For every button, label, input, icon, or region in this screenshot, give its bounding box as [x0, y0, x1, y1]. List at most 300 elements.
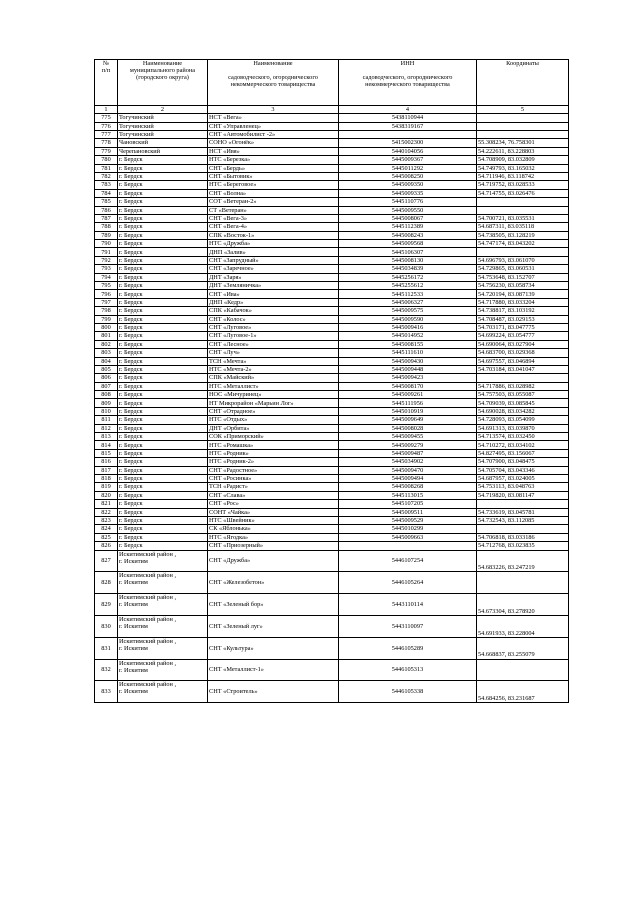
inn: 5445008067 [339, 214, 477, 222]
row-number: 778 [95, 139, 118, 147]
municipality-line: Искитимский район , [119, 681, 177, 689]
table-row [95, 550, 569, 572]
row-number: 811 [95, 416, 118, 424]
municipality: Чановский [118, 139, 208, 147]
municipality: Тогучинский [118, 114, 208, 122]
row-number: 792 [95, 256, 118, 264]
inn: 5445008155 [339, 340, 477, 348]
inn: 5445034902 [339, 458, 477, 466]
row-number: 816 [95, 458, 118, 466]
inn: 5445009430 [339, 357, 477, 365]
inn: 5445113015 [339, 491, 477, 499]
table-row [95, 475, 569, 483]
coordinates: 54.717886, 83.028982 [477, 382, 569, 390]
partnership-name: СНТ «Отрадное» [208, 407, 339, 415]
municipality: г. Бердск [118, 365, 208, 373]
inn: 5445008250 [339, 172, 477, 180]
municipality: г. Бердск [118, 189, 208, 197]
row-number: 813 [95, 433, 118, 441]
inn: 5445112533 [339, 290, 477, 298]
partnership-name: НТС «Родник» [208, 449, 339, 457]
inn: 5445111610 [339, 349, 477, 357]
coordinates: 54.720194, 83.087139 [477, 290, 569, 298]
partnership-name: НТС «Родник-2» [208, 458, 339, 466]
coordinates: 54.756230, 83.058734 [477, 282, 569, 290]
partnership-name: НТС «Ягодка» [208, 533, 339, 541]
municipality: Тогучинский [118, 130, 208, 138]
municipality: г. Бердск [118, 533, 208, 541]
inn: 5445009367 [339, 156, 477, 164]
row-number: 800 [95, 323, 118, 331]
table-row [95, 130, 569, 138]
table-row [95, 298, 569, 306]
inn: 5445009568 [339, 240, 477, 248]
table-row [95, 572, 569, 594]
inn: 5445009335 [339, 189, 477, 197]
municipality-line: г. Искитим [119, 557, 148, 565]
coordinates: 54.690028, 83.034282 [477, 407, 569, 415]
municipality-line: г. Искитим [119, 688, 148, 696]
coordinates: 54.687311, 83.035118 [477, 223, 569, 231]
partnership-name: СОНО «Огонёк» [208, 139, 339, 147]
inn: 5415002300 [339, 139, 477, 147]
partnership-name: СОНТ «Чайка» [208, 508, 339, 516]
partnership-name: СНТ «Луговое-1» [208, 332, 339, 340]
coordinates [477, 206, 569, 214]
column-number: 4 [339, 106, 477, 114]
partnership-name: СНТ «Рос» [208, 500, 339, 508]
table-row [95, 594, 569, 616]
partnership-name: ТСН «Радист» [208, 483, 339, 491]
row-number: 815 [95, 449, 118, 457]
row-number: 776 [95, 122, 118, 130]
partnership-name: СНТ «Зеленый бор» [208, 594, 339, 616]
municipality: Черепановский [118, 147, 208, 155]
table-row [95, 248, 569, 256]
row-number: 831 [95, 637, 118, 659]
table-row [95, 265, 569, 273]
table-row [95, 349, 569, 357]
table-header [95, 60, 569, 114]
table-row [95, 164, 569, 172]
table-row [95, 181, 569, 189]
row-number: 820 [95, 491, 118, 499]
municipality: г. Бердск [118, 164, 208, 172]
header-number: № п/п [95, 60, 118, 106]
row-number: 823 [95, 516, 118, 524]
municipality: г. Бердск [118, 298, 208, 306]
inn: 5446105289 [339, 637, 477, 659]
row-number: 789 [95, 231, 118, 239]
partnership-name: ДНТ «Заря» [208, 273, 339, 281]
partnership-name: СНТ «Железобетон» [208, 572, 339, 594]
coordinates: 54.706818, 83.033186 [477, 533, 569, 541]
partnership-name: НТС «Металлист» [208, 382, 339, 390]
inn: 5445009663 [339, 533, 477, 541]
row-number: 812 [95, 424, 118, 432]
inn: 5445009529 [339, 516, 477, 524]
row-number: 801 [95, 332, 118, 340]
partnership-name: СНТ «Луч» [208, 349, 339, 357]
municipality: г. Бердск [118, 382, 208, 390]
inn: 5445009511 [339, 508, 477, 516]
municipality: г. Бердск [118, 399, 208, 407]
header-municipality: Наименование муниципального района (городского округа) [118, 60, 208, 106]
table-row [95, 542, 569, 550]
table-row [95, 374, 569, 382]
table-body [95, 114, 569, 550]
municipality: г. Бердск [118, 156, 208, 164]
partnership-name: СНТ «Запрудный» [208, 256, 339, 264]
inn: 5446105313 [339, 659, 477, 681]
partnership-name: СТ «Ветеран» [208, 206, 339, 214]
municipality: г. Бердск [118, 458, 208, 466]
table-row [95, 323, 569, 331]
coordinates: 54.683226, 83.247219 [477, 550, 569, 572]
coordinates [477, 114, 569, 122]
partnership-name: СК «Яблонька» [208, 525, 339, 533]
municipality: г. Бердск [118, 483, 208, 491]
partnership-name: НСТ «Вега» [208, 114, 339, 122]
partnership-name: СОК «Приморский» [208, 433, 339, 441]
inn: 5445008028 [339, 424, 477, 432]
table-row [95, 433, 569, 441]
municipality-line: г. Искитим [119, 644, 148, 652]
coordinates: 54.703184, 83.041047 [477, 365, 569, 373]
inn: 5445009590 [339, 315, 477, 323]
table-row [95, 357, 569, 365]
table-row [95, 508, 569, 516]
coordinates [477, 525, 569, 533]
partnership-name: СНТ «Бердь» [208, 164, 339, 172]
partnership-name: СНТ «Приозерный» [208, 542, 339, 550]
table-row [95, 231, 569, 239]
partnership-name: СПК «Восток-1» [208, 231, 339, 239]
table-row [95, 172, 569, 180]
row-number: 806 [95, 374, 118, 382]
row-number: 781 [95, 164, 118, 172]
row-number: 797 [95, 298, 118, 306]
coordinates: 54.713574, 83.032450 [477, 433, 569, 441]
coordinates: 54.729865, 83.060531 [477, 265, 569, 273]
partnership-name: СНТ «Радостное» [208, 466, 339, 474]
table-row [95, 533, 569, 541]
row-number: 829 [95, 594, 118, 616]
partnership-name: СНТ «Дружба» [208, 550, 339, 572]
coordinates: 54.708487, 83.029153 [477, 315, 569, 323]
row-number: 832 [95, 659, 118, 681]
partnership-name: СПК «Кабачок» [208, 307, 339, 315]
row-number: 825 [95, 533, 118, 541]
partnership-name: НТС «Береговое» [208, 181, 339, 189]
municipality: г. Бердск [118, 323, 208, 331]
partnership-name: ДНП «Залив» [208, 248, 339, 256]
coordinates [477, 122, 569, 130]
table-row [95, 399, 569, 407]
coordinates: 54.691313, 83.039870 [477, 424, 569, 432]
partnership-name: СНТ «Слава» [208, 491, 339, 499]
municipality [118, 637, 208, 659]
row-number: 782 [95, 172, 118, 180]
inn: 5445009649 [339, 416, 477, 424]
partnership-name: СНТ «Росинка» [208, 475, 339, 483]
coordinates [477, 659, 569, 681]
coordinates: 54.714755, 83.026476 [477, 189, 569, 197]
inn: 5445255612 [339, 282, 477, 290]
coordinates: 54.222611, 83.228803 [477, 147, 569, 155]
partnership-name: СНТ «Ива» [208, 290, 339, 298]
municipality-line: Искитимский район , [119, 637, 177, 645]
coordinates: 54.827495, 83.156067 [477, 449, 569, 457]
partnership-name: СПК «Майский» [208, 374, 339, 382]
municipality: г. Бердск [118, 315, 208, 323]
partnership-name: ДНП «Кедр» [208, 298, 339, 306]
coordinates [477, 198, 569, 206]
municipality-line: Искитимский район , [119, 659, 177, 667]
partnership-name: СНТ «Колос» [208, 315, 339, 323]
coordinates [477, 500, 569, 508]
inn: 5446105338 [339, 681, 477, 703]
inn [339, 130, 477, 138]
municipality: г. Бердск [118, 256, 208, 264]
municipality: г. Бердск [118, 374, 208, 382]
partnership-name: СНТ «Бытовик» [208, 172, 339, 180]
partnership-name: СНТ «Вега-4» [208, 223, 339, 231]
municipality: г. Бердск [118, 357, 208, 365]
column-number: 3 [208, 106, 339, 114]
coordinates [477, 374, 569, 382]
coordinates: 54.728093, 83.054099 [477, 416, 569, 424]
coordinates: 54.673304, 83.278920 [477, 594, 569, 616]
municipality-line: Искитимский район , [119, 550, 177, 558]
coordinates: 54.697557, 83.046894 [477, 357, 569, 365]
partnership-name: НТС «Отдых» [208, 416, 339, 424]
inn: 5443110114 [339, 594, 477, 616]
municipality: г. Бердск [118, 500, 208, 508]
coordinates: 54.738505, 83.128219 [477, 231, 569, 239]
row-number: 775 [95, 114, 118, 122]
inn: 5445010299 [339, 525, 477, 533]
coordinates: 54.699224, 83.054777 [477, 332, 569, 340]
row-number: 833 [95, 681, 118, 703]
row-number: 798 [95, 307, 118, 315]
partnership-name: СНТ «Управленец» [208, 122, 339, 130]
table-row [95, 391, 569, 399]
municipality: г. Бердск [118, 290, 208, 298]
municipality: г. Бердск [118, 542, 208, 550]
partnership-name: НОС «Мичуринец» [208, 391, 339, 399]
row-number: 779 [95, 147, 118, 155]
inn: 5445009455 [339, 433, 477, 441]
row-number: 818 [95, 475, 118, 483]
table-row [95, 332, 569, 340]
municipality: г. Бердск [118, 340, 208, 348]
partnership-name: СНТ «Волна» [208, 189, 339, 197]
column-number: 1 [95, 106, 118, 114]
inn: 5446105264 [339, 572, 477, 594]
municipality-line: Искитимский район , [119, 615, 177, 623]
municipality [118, 681, 208, 703]
table-row [95, 466, 569, 474]
table-row [95, 240, 569, 248]
inn: 5445010919 [339, 407, 477, 415]
table-row [95, 256, 569, 264]
header-coordinates: Координаты [477, 60, 569, 106]
inn: 5445111956 [339, 399, 477, 407]
municipality: г. Бердск [118, 231, 208, 239]
inn: 5445009261 [339, 391, 477, 399]
municipality-line: г. Искитим [119, 666, 148, 674]
coordinates: 54.717880, 83.033204 [477, 298, 569, 306]
partnership-name: СОТ «Ветеран-2» [208, 198, 339, 206]
inn: 5440104056 [339, 147, 477, 155]
municipality [118, 572, 208, 594]
table-row [95, 441, 569, 449]
municipality: г. Бердск [118, 223, 208, 231]
coordinates [477, 248, 569, 256]
table-row [95, 483, 569, 491]
municipality: г. Бердск [118, 475, 208, 483]
inn: 5445008243 [339, 231, 477, 239]
partnership-name: СНТ «Культура» [208, 637, 339, 659]
row-number: 804 [95, 357, 118, 365]
inn: 5443110097 [339, 615, 477, 637]
inn: 5445008130 [339, 256, 477, 264]
coordinates: 54.683700, 83.029368 [477, 349, 569, 357]
partnership-name: СНТ «Автомобилист -2» [208, 130, 339, 138]
row-number: 810 [95, 407, 118, 415]
table-row [95, 282, 569, 290]
coordinates: 54.732543, 83.112085 [477, 516, 569, 524]
row-number: 814 [95, 441, 118, 449]
table-row [95, 122, 569, 130]
partnership-name: СНТ «Заречное» [208, 265, 339, 273]
inn: 5445014952 [339, 332, 477, 340]
partnership-name: ДНТ «Земляничка» [208, 282, 339, 290]
partnership-name: СНТ «Зеленый луг» [208, 615, 339, 637]
municipality-line: г. Искитим [119, 601, 148, 609]
municipality: г. Бердск [118, 214, 208, 222]
inn: 5445009494 [339, 475, 477, 483]
partnership-name: НСТ «Ивя» [208, 147, 339, 155]
row-number: 827 [95, 550, 118, 572]
row-number: 795 [95, 282, 118, 290]
table-row [95, 681, 569, 703]
row-number: 822 [95, 508, 118, 516]
column-number-row [95, 106, 569, 114]
table-row [95, 147, 569, 155]
inn: 5446107254 [339, 550, 477, 572]
row-number: 826 [95, 542, 118, 550]
table-row [95, 458, 569, 466]
row-number: 830 [95, 615, 118, 637]
row-number: 809 [95, 399, 118, 407]
coordinates: 54.710272, 83.034102 [477, 441, 569, 449]
row-number: 808 [95, 391, 118, 399]
coordinates: 54.753113, 83.048763 [477, 483, 569, 491]
row-number: 805 [95, 365, 118, 373]
municipality: г. Бердск [118, 172, 208, 180]
table-row [95, 315, 569, 323]
table-row [95, 139, 569, 147]
municipality: г. Бердск [118, 332, 208, 340]
row-number: 799 [95, 315, 118, 323]
coordinates: 54.709039, 83.085845 [477, 399, 569, 407]
partnership-name: СНТ «Металлист-1» [208, 659, 339, 681]
inn: 5445009470 [339, 466, 477, 474]
municipality: г. Бердск [118, 466, 208, 474]
partnership-name: СНТ «Вега-3» [208, 214, 339, 222]
table-row [95, 307, 569, 315]
column-number: 5 [477, 106, 569, 114]
table-row [95, 615, 569, 637]
row-number: 794 [95, 273, 118, 281]
partnership-name: СНТ «Луговое» [208, 323, 339, 331]
coordinates [477, 572, 569, 594]
inn: 5445006327 [339, 298, 477, 306]
municipality: г. Бердск [118, 307, 208, 315]
row-number: 791 [95, 248, 118, 256]
coordinates: 54.668837, 83.255079 [477, 637, 569, 659]
municipality [118, 615, 208, 637]
municipality [118, 659, 208, 681]
table-row [95, 491, 569, 499]
coordinates: 55.308234, 76.758301 [477, 139, 569, 147]
row-number: 817 [95, 466, 118, 474]
coordinates: 54.749793, 83.165032 [477, 164, 569, 172]
partnership-name: НТС «Березка» [208, 156, 339, 164]
table-row [95, 340, 569, 348]
table-row [95, 189, 569, 197]
inn: 5445009575 [339, 307, 477, 315]
row-number: 780 [95, 156, 118, 164]
municipality-line: Искитимский район , [119, 572, 177, 580]
coordinates: 54.700721, 83.035531 [477, 214, 569, 222]
table-row [95, 198, 569, 206]
municipality: г. Бердск [118, 525, 208, 533]
table-row [95, 424, 569, 432]
table-body-iskitim [95, 550, 569, 703]
row-number: 803 [95, 349, 118, 357]
inn: 5445034839 [339, 265, 477, 273]
coordinates: 54.707900, 83.048475 [477, 458, 569, 466]
coordinates: 54.708909, 83.032809 [477, 156, 569, 164]
inn: 5445112389 [339, 223, 477, 231]
municipality: г. Бердск [118, 273, 208, 281]
partnership-name: СНТ «Лесное» [208, 340, 339, 348]
row-number: 785 [95, 198, 118, 206]
row-number: 819 [95, 483, 118, 491]
coordinates: 54.753648, 83.152707 [477, 273, 569, 281]
municipality: г. Бердск [118, 508, 208, 516]
municipality [118, 550, 208, 572]
coordinates: 54.687957, 83.024005 [477, 475, 569, 483]
municipality: г. Бердск [118, 181, 208, 189]
municipality: г. Бердск [118, 491, 208, 499]
table-row [95, 365, 569, 373]
coordinates: 54.738817, 83.103192 [477, 307, 569, 315]
municipality [118, 594, 208, 616]
partnership-name: ТСН «Мечта» [208, 357, 339, 365]
row-number: 790 [95, 240, 118, 248]
row-number: 787 [95, 214, 118, 222]
row-number: 784 [95, 189, 118, 197]
municipality-line: г. Искитим [119, 623, 148, 630]
municipality: г. Бердск [118, 424, 208, 432]
coordinates: 54.705704, 83.043346 [477, 466, 569, 474]
table-row [95, 382, 569, 390]
table-row [95, 500, 569, 508]
